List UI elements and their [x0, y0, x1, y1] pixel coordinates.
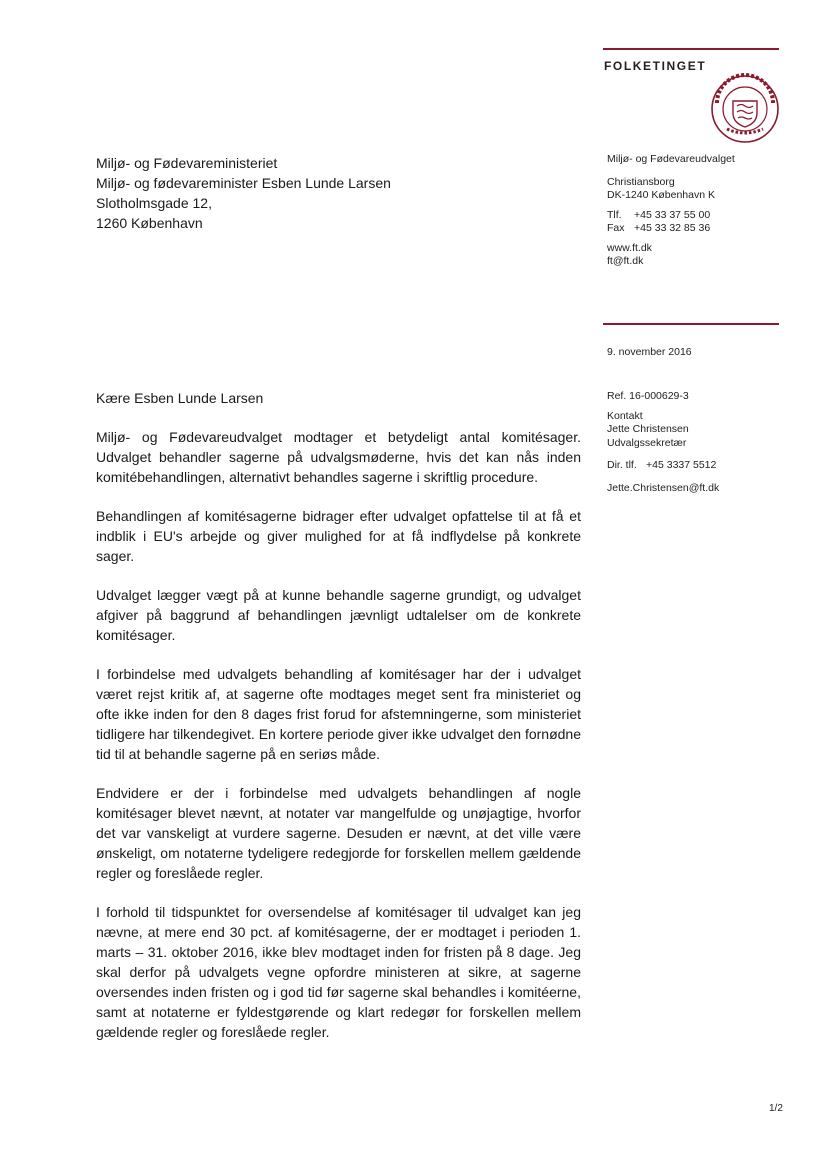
page-number: 1/2: [769, 1103, 783, 1114]
body-paragraph: Behandlingen af komitésagerne bidrager efter udvalget opfattelse til at få et indblik i EU's arbejde og giver mulighed for at få indflydelse på konkrete sager.: [96, 508, 581, 564]
sender-email-link[interactable]: ft@ft.dk: [607, 255, 644, 267]
letter-date: 9. november 2016: [607, 346, 692, 358]
contact-name: Jette Christensen: [607, 423, 689, 435]
contact-email-link[interactable]: Jette.Christensen@ft.dk: [607, 481, 720, 494]
contact-label: Kontakt: [607, 409, 643, 422]
sender-committee: Miljø- og Fødevareudvalget: [607, 153, 735, 165]
body-paragraph: I forhold til tidspunktet for oversendelse af komitésager til udvalget kan jeg nævne, at mere end 30 pct. af komitésagerne, der er modtaget i perioden 1. marts – 31. oktober 2016, ikke blev modtaget inden for fristen på 8 dage. Jeg skal derfor på udvalgets vegne opfordre ministeren at sikre, at sagerne oversendes inden fristen og i god tid før sagerne skal behandles i komitéerne, samt at notaterne er fyldestgørende og klart redegør for forskellen mellem gældende regler og foreslåede regler.: [96, 904, 581, 1040]
sender-address-block: [607, 153, 735, 269]
recipient-address: [96, 153, 391, 233]
letterhead-top-rule: [603, 48, 779, 50]
direct-phone-number[interactable]: +45 3337 5512: [646, 459, 717, 471]
fax-number: +45 33 32 85 36: [634, 222, 711, 234]
body-paragraph: Udvalget lægger vægt på at kunne behandle sagerne grundigt, og udvalget afgiver på baggrund af behandlingen jævnligt udtalelser om de konkrete komitésager.: [96, 587, 581, 643]
organization-name: FOLKETINGET: [604, 59, 707, 73]
folketinget-seal-icon: [709, 73, 781, 145]
recipient-line: Miljø- og Fødevareministeriet: [96, 155, 278, 171]
salutation: Kære Esben Lunde Larsen: [96, 390, 264, 406]
sender-website-link[interactable]: www.ft.dk: [607, 241, 652, 254]
sender-phone-row: [607, 209, 735, 223]
direct-phone-label: Dir. tlf.: [607, 459, 637, 471]
letterhead-divider-rule: [603, 323, 779, 325]
reference-number: Ref. 16-000629-3: [607, 390, 689, 402]
sender-building: Christiansborg: [607, 175, 675, 188]
direct-phone-row: [607, 459, 719, 473]
body-paragraph: Miljø- og Fødevareudvalget modtager et betydeligt antal komitésager. Udvalget behandler sagerne på udvalgsmøderne, hvis det kan nås inden komitébehandlingen, alternativt behandles sagerne i skriftlig procedure.: [96, 429, 581, 485]
phone-label: Tlf.: [607, 208, 622, 221]
recipient-line: Slotholmsgade 12,: [96, 195, 212, 211]
phone-number[interactable]: +45 33 37 55 00: [634, 208, 711, 221]
contact-title: Udvalgssekretær: [607, 436, 687, 449]
sender-postal: DK-1240 København K: [607, 189, 715, 201]
body-paragraph: I forbindelse med udvalgets behandling af komitésager har der i udvalget været rejst kritik af, at sagerne ofte modtages meget sent fra ministeriet og ofte ikke inden for den 8 dages frist forud for afstemningerne, som ministeriet tidligere har tilkendegivet. En kortere periode giver ikke udvalget den fornødne tid til at behandle sagerne på en seriøs måde.: [96, 666, 581, 762]
fax-label: Fax: [607, 222, 625, 234]
body-paragraph: Endvidere er der i forbindelse med udvalgets behandlingen af nogle komitésager blevet nævnt, at notater var mangelfulde og unøjagtige, hvorfor det var vanskeligt at vurdere sagerne. Desuden er nævnt, at det ville være ønskeligt, om notaterne tydeligere redegjorde for forskellen mellem gældende regler og foreslåede regler.: [96, 785, 581, 881]
recipient-line: 1260 København: [96, 215, 203, 231]
recipient-line: Miljø- og fødevareminister Esben Lunde Larsen: [96, 175, 391, 191]
reference-block: [607, 390, 719, 495]
sender-fax-row: [607, 222, 735, 236]
letter-body: [96, 427, 581, 1061]
